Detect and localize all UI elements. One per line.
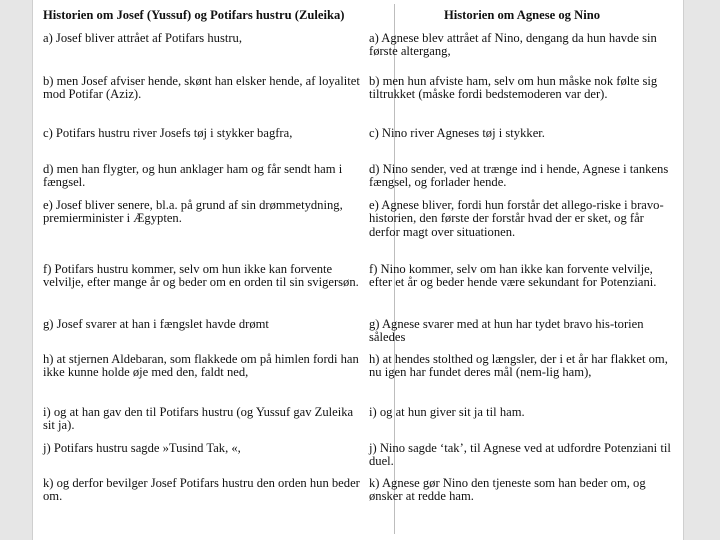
row-h-left: h) at stjernen Aldebaran, som flakkede om på himlen fordi han ikke kunne holde øje med den, faldt ned, bbox=[43, 351, 359, 380]
row-d-right: d) Nino sender, ved at trænge ind i hende, Agnese i tankens fængsel, og forlader hende. bbox=[369, 161, 669, 190]
row-c-right: c) Nino river Agneses tøj i stykker. bbox=[369, 125, 545, 140]
table-row bbox=[39, 32, 679, 75]
row-a-left: a) Josef bliver attrået af Potifars hustru, bbox=[43, 30, 242, 45]
table-row bbox=[39, 263, 679, 318]
row-f-right: f) Nino kommer, selv om han ikke kan forvente velvilje, efter et år og beder hende være sekundant for Potenziani. bbox=[369, 261, 657, 290]
row-k-left: k) og derfor bevilger Josef Potifars hustru den orden hun beder om. bbox=[43, 475, 360, 504]
row-g-right: g) Agnese svarer med at hun har tydet bravo his-torien således bbox=[369, 316, 644, 345]
row-c-left: c) Potifars hustru river Josefs tøj i stykker bagfra, bbox=[43, 125, 293, 140]
table-row bbox=[39, 199, 679, 263]
table-row bbox=[39, 163, 679, 199]
header-left: Historien om Josef (Yussuf) og Potifars hustru (Zuleika) bbox=[43, 8, 345, 22]
table-row bbox=[39, 127, 679, 163]
row-j-left: j) Potifars hustru sagde »Tusind Tak, «, bbox=[43, 440, 241, 455]
table-row bbox=[39, 318, 679, 353]
row-h-right: h) at hendes stolthed og længsler, der i et år har flakket om, nu igen har fundet deres mål (nem-lig ham), bbox=[369, 351, 668, 380]
row-d-left: d) men han flygter, og hun anklager ham og får sendt ham i fængsel. bbox=[43, 161, 343, 190]
table-row bbox=[39, 477, 679, 507]
table-row bbox=[39, 406, 679, 442]
row-i-left: i) og at han gav den til Potifars hustru (og Yussuf gav Zuleika sit ja). bbox=[43, 404, 354, 433]
header-row bbox=[39, 9, 679, 32]
table-row bbox=[39, 353, 679, 406]
row-b-left: b) men Josef afviser hende, skønt han elsker hende, af loyalitet mod Potifar (Aziz). bbox=[43, 73, 360, 102]
row-j-right: j) Nino sagde ‘tak’, til Agnese ved at udfordre Potenziani til duel. bbox=[369, 440, 671, 469]
table-row bbox=[39, 75, 679, 127]
row-e-right: e) Agnese bliver, fordi hun forstår det allego-riske i bravo-historien, den første der forstår hvad der er sket, og får derfor magt over situationen. bbox=[369, 197, 664, 239]
table-row bbox=[39, 442, 679, 477]
row-f-left: f) Potifars hustru kommer, selv om hun ikke kan forvente velvilje, efter mange år og beder om en orden til sin svigersøn. bbox=[43, 261, 359, 290]
header-right: Historien om Agnese og Nino bbox=[443, 8, 601, 22]
row-e-left: e) Josef bliver senere, bl.a. på grund af sin drømmetydning, premierminister i Ægypten. bbox=[43, 197, 343, 226]
comparison-table bbox=[39, 9, 679, 507]
row-a-right: a) Agnese blev attrået af Nino, dengang da hun havde sin første altergang, bbox=[369, 30, 657, 59]
row-g-left: g) Josef svarer at han i fængslet havde drømt bbox=[43, 316, 269, 331]
row-i-right: i) og at hun giver sit ja til ham. bbox=[369, 404, 525, 419]
row-k-right: k) Agnese gør Nino den tjeneste som han beder om, og ønsker at redde ham. bbox=[369, 475, 646, 504]
row-b-right: b) men hun afviste ham, selv om hun måske nok følte sig tiltrukket (måske fordi bedstemoderen var der). bbox=[369, 73, 658, 102]
document-page bbox=[32, 0, 684, 540]
